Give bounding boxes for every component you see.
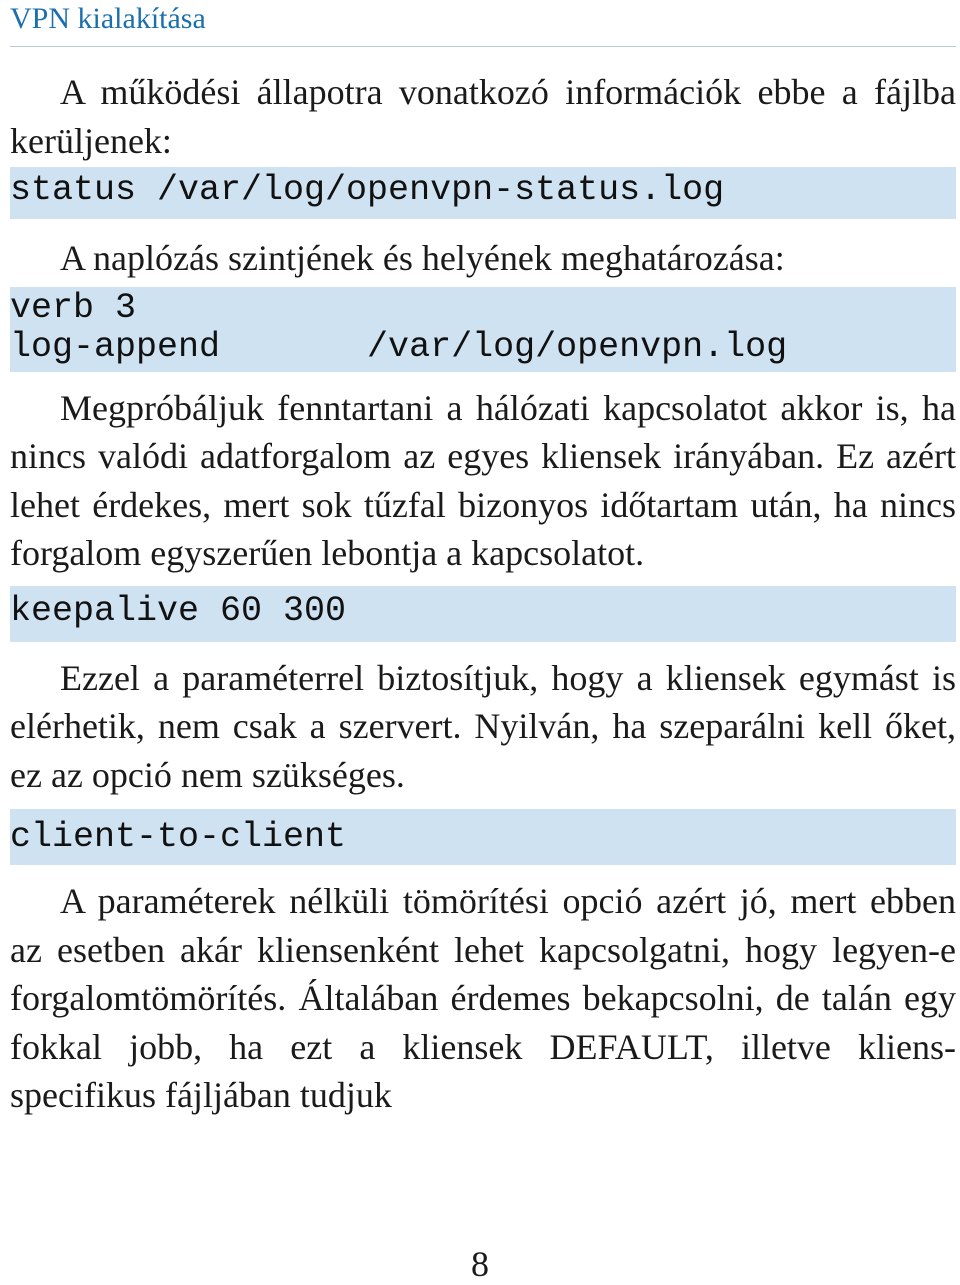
page-body — [10, 68, 956, 1120]
running-header — [10, 0, 956, 47]
page-number: 8 — [471, 1244, 489, 1284]
code-block-logging: verb 3 log-append /var/log/openvpn.log — [10, 287, 956, 372]
paragraph-keepalive-intro: Megpróbáljuk fenntartani a hálózati kapcsolatot akkor is, ha nincs valódi adatforgalom az egyes kliensek irányában. Ez azért lehet érdekes, mert sok tűzfal bizonyos időtartam után, ha nincs forgalom egyszerűen lebontja a kapcsolatot. — [10, 387, 956, 573]
paragraph-compression: A paraméterek nélküli tömörítési opció azért jó, mert ebben az esetben akár kliensenként lehet kapcsolgatni, hogy legyen-e forgalomtömörítés. Általában érdemes bekapcsolni, de talán egy fokkal jobb, ha ezt a kliensek DEFAULT, illetve kliens-specifikus fájljában tudjuk — [10, 881, 956, 1115]
paragraph-client-to-client-intro: Ezzel a paraméterrel biztosítjuk, hogy a kliensek egymást is elérhetik, nem csak a szervert. Nyilván, ha szeparálni kell őket, ez az opció nem szükséges. — [10, 657, 956, 795]
code-block-client-to-client: client-to-client — [10, 809, 956, 865]
paragraph-logging-intro: A naplózás szintjének és helyének meghatározása: — [60, 238, 785, 278]
code-block-status: status /var/log/openvpn-status.log — [10, 167, 956, 219]
chapter-title: VPN kialakítása — [10, 2, 206, 35]
paragraph-status-intro: A működési állapotra vonatkozó információk ebbe a fájlba kerüljenek: — [10, 72, 956, 161]
code-block-keepalive: keepalive 60 300 — [10, 586, 956, 642]
